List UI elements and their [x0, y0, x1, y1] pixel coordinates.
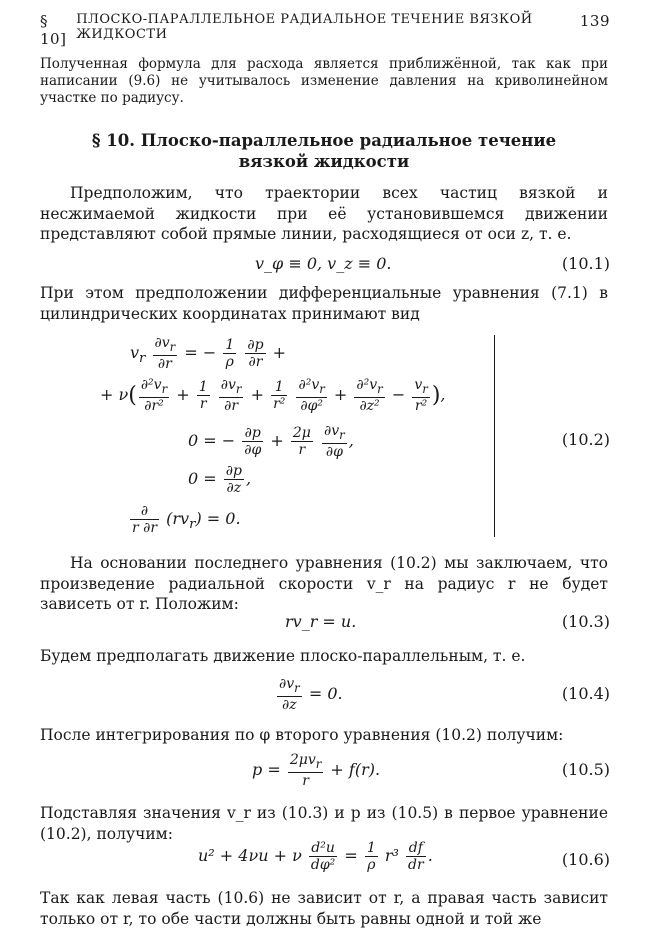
equation-10-1-number: (10.1): [561, 254, 610, 273]
system-line-4: 0 = $\frac{\partial p}{\partial z}$ ,: [188, 463, 252, 496]
equation-10-3-number: (10.3): [561, 612, 610, 631]
section-title-line2: вязкой жидкости: [238, 152, 410, 171]
equation-10-3-body: rv_r = u.: [285, 612, 357, 631]
running-header: [40, 12, 610, 48]
system-line-3: 0 = − $\frac{\partial p}{\partial\varphi}$ + $\frac{2\mu}{r}$ $\frac{\partial v_r}{\partial\varphi}$ ,: [188, 423, 354, 460]
equation-10-1-body: v_φ ≡ 0, v_z ≡ 0.: [255, 254, 392, 273]
section-title-line1: § 10. Плоско-параллельное радиальное течение: [91, 131, 557, 150]
equation-10-4-number: (10.4): [561, 684, 610, 703]
paragraph-7: Так как левая часть (10.6) не зависит от r, а правая часть зависит только от r, то обе части должны быть равны одной и той же: [40, 889, 608, 928]
equation-10-6-body: u² + 4νu + ν $\frac{\text{d²u}}{\text{dφ²}}$ = $\frac{1}{\rho}$ r³ $\frac{df}{dr}$ .: [198, 840, 433, 873]
header-page-number: 139: [579, 12, 610, 30]
paragraph-3: На основании последнего уравнения (10.2) мы заключаем, что произведение радиальной скорости v_r на радиус r не будет зависеть от r. Положим:: [40, 554, 608, 613]
equation-10-4-body: $\frac{\partial v_r}{\partial z}$ = 0.: [279, 676, 343, 713]
system-line-5: $\frac{\partial}{r \partial r}$ $(rv_r) = 0$.: [132, 503, 241, 536]
paragraph-5: После интегрирования по φ второго уравнения (10.2) получим:: [40, 726, 564, 744]
equation-10-4: [40, 676, 610, 712]
equation-10-5-number: (10.5): [561, 760, 610, 779]
equation-10-5: [40, 752, 610, 790]
system-line-2: + ν( $\frac{\partial^2v_r}{\text{∂r²}}$ + $\frac{1}{r}$ $\frac{\partial v_r}{\partial r}$ + $\frac{1}{\text{r²}}$ $\frac{\partial^2v_r}{\text{∂φ²}}$ + $\frac{\partial^2v_r}{\text{∂z²}}$ − $\frac{v_r}{\text{r²}}$ ),: [100, 377, 446, 414]
equation-10-6-number: (10.6): [561, 850, 610, 869]
system-brace: [490, 335, 495, 537]
header-section-ref: § 10]: [40, 12, 67, 48]
equation-10-3: [40, 608, 610, 638]
paragraph-6: Подставляя значения v_r из (10.3) и p из (10.5) в первое уравнение (10.2), получим:: [40, 804, 608, 843]
system-line-1: $v_r$ $\frac{\partial v_r}{\partial r}$ = − $\frac{1}{\rho}$ $\frac{\partial p}{\partial r}$ +: [130, 335, 287, 372]
paragraph-4: Будем предполагать движение плоско-параллельным, т. е.: [40, 647, 526, 665]
header-running-title: ПЛОСКО-ПАРАЛЛЕЛЬНОЕ РАДИАЛЬНОЕ ТЕЧЕНИЕ ВЯЗКОЙ ЖИДКОСТИ: [76, 12, 533, 42]
intro-note: Полученная формула для расхода является приближённой, так как при написании (9.6) не учитывалось изменение давления на криволинейном участке по радиусу.: [40, 56, 608, 106]
equation-10-1: [40, 250, 610, 280]
equation-10-6: [40, 840, 610, 880]
equation-10-2-number: (10.2): [561, 430, 610, 449]
equation-system-10-2: [100, 333, 610, 538]
paragraph-1: Предположим, что траектории всех частиц вязкой и несжимаемой жидкости при её установившемся движении представляют собой прямые линии, расходящиеся от оси z, т. е.: [40, 184, 608, 243]
equation-10-5-body: p = $\frac{2\mu v_r}{r}$ + f(r).: [252, 752, 381, 789]
paragraph-2: При этом предположении дифференциальные уравнения (7.1) в цилиндрических координатах принимают вид: [40, 284, 608, 323]
